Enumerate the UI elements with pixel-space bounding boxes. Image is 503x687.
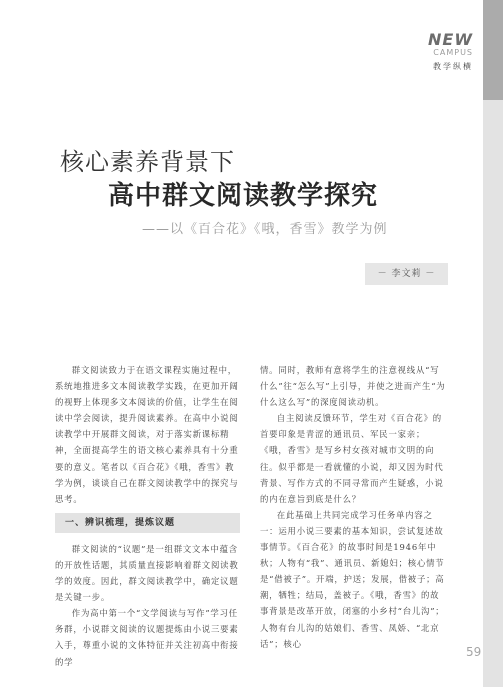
side-strip [483,0,503,687]
paragraph: 自主阅读反馈环节，学生对《百合花》的首要印象是青涩的通讯员、军民一家亲；《哦，香雪》是写乡村女孩对城市文明的向往。似乎都是一看就懂的小说，却又因为时代背景、写作方式的不同寻常而产生疑惑，小说的内在意旨到底是什么？ [260,413,444,504]
body-column-right [260,362,448,652]
brand-campus-label: CAMPUS [433,48,473,57]
author-name: － 李文莉 － [377,269,436,279]
section-heading-text: 一、辨识梳理，提炼议题 [65,517,176,528]
brand-new-logo: NEW [428,30,473,49]
paragraph: 群文阅读的“议题”是一组群文文本中蕴含的开放性话题，其质量直接影响着群文阅读教学的效度。因此，群文阅读教学中，确定议题是关键一步。 [55,543,239,603]
column-name: 教学纵横 [433,62,473,71]
paragraph: 群文阅读致力于在语文课程实施过程中，系统地推进多文本阅读教学实践，在更加开阔的视野上体现多文本阅读的价值，让学生在阅读中学会阅读，提升阅读素养。在高中小说阅读教学中开展群文阅读，对于落实新课标精神，全面提高学生的语文核心素养具有十分重要的意义。笔者以《百合花》《哦，香雪》教学为例，谈谈自己在群文阅读教学中的探究与思考。 [55,365,239,504]
page-number: 59 [466,645,482,659]
section-heading [55,513,240,533]
paragraph: 作为高中第一个“文学阅读与写作”学习任务群，小说群文阅读的议题提炼由小说三要素入手，尊重小说的文体特征并关注初高中衔接的学 [55,608,239,667]
column-tab [483,0,503,100]
article-subtitle: ——以《百合花》《哦，香雪》教学为例 [142,222,388,237]
article-title-line2: 高中群文阅读教学探究 [108,181,379,211]
body-column-left [55,362,240,670]
article-title-line1: 核心素养背景下 [60,148,235,176]
paragraph: 情。同时，教师有意将学生的注意视线从“写什么”往“怎么写”上引导，并使之进而产生“为什么这么写”的深度阅读动机。 [260,365,446,408]
paragraph: 在此基础上共同完成学习任务单内容之一：运用小说三要素的基本知识，尝试复述故事情节。《百合花》的故事时间是1946年中秋；人物有“我”、通讯员、新媳妇；核心情节是“借被子”。开端，护送；发展，借被子；高潮，牺牲；结局，盖被子。《哦，香雪》的故事背景是改革开放，闭塞的小乡村“台儿沟”；人物有台儿沟的姑娘们、香雪、凤娇、“北京话”；核心 [260,509,445,649]
